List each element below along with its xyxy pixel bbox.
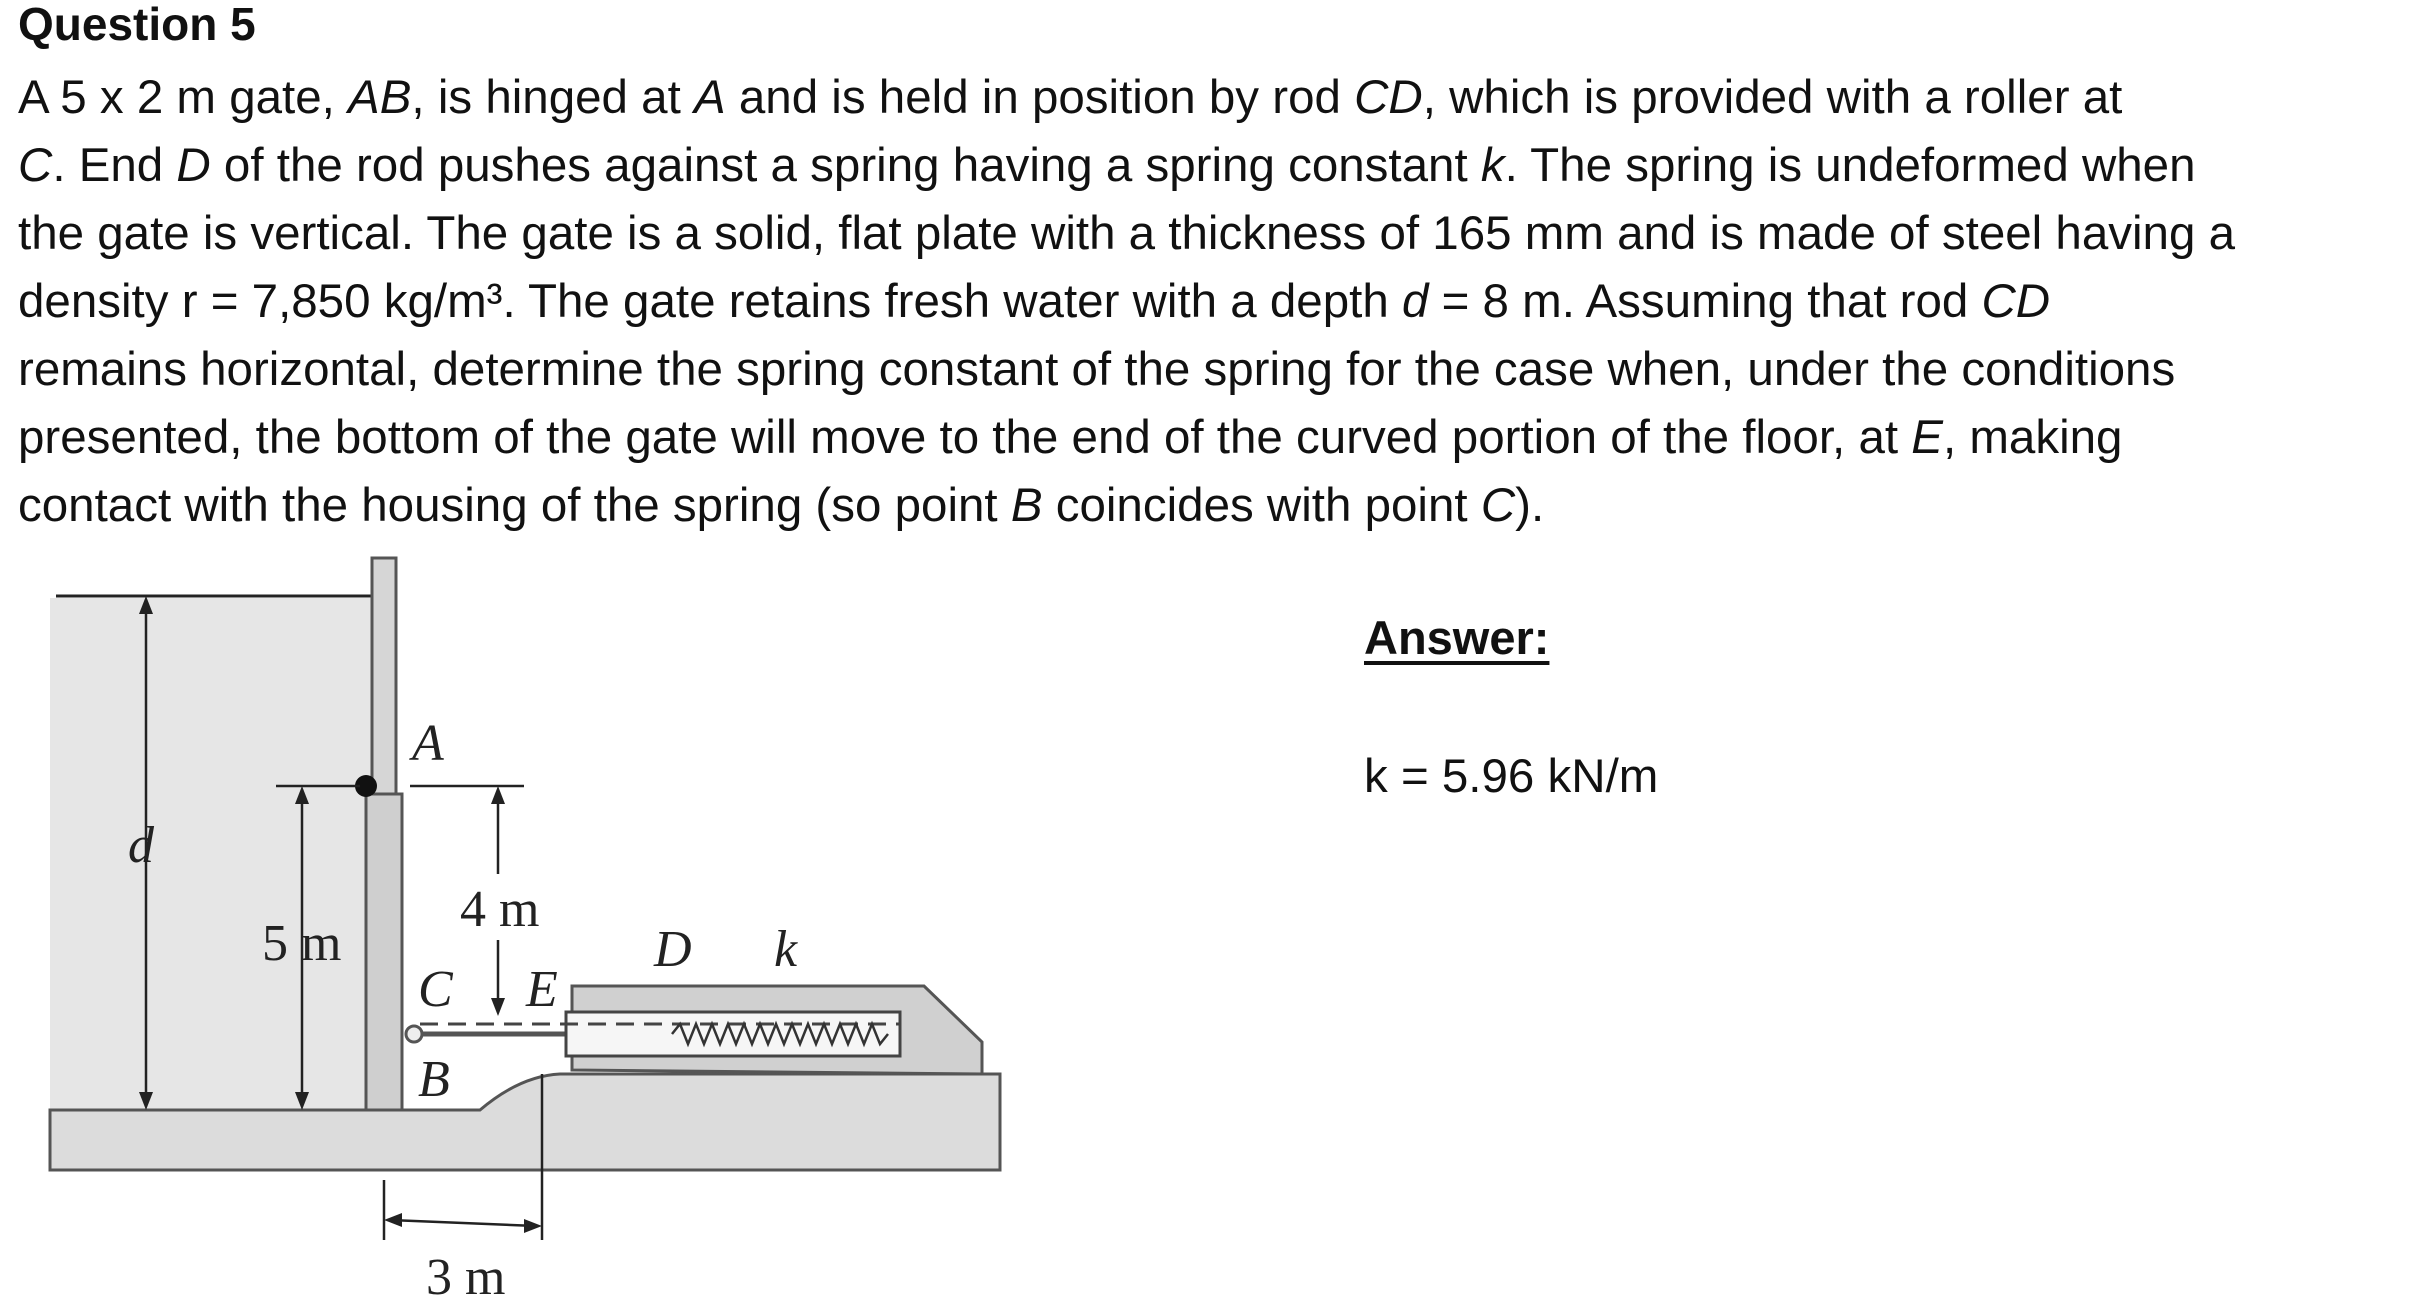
- question-text-run: density r = 7,850 kg/m³. The gate retains fresh water with a depth: [18, 275, 1402, 328]
- question-line: [18, 336, 2410, 404]
- question-italic-run: B: [1010, 479, 1043, 532]
- label-e: E: [526, 961, 558, 1018]
- label-k: k: [774, 921, 798, 978]
- wall: [372, 558, 396, 794]
- question-line: [18, 64, 2410, 132]
- question-line: [18, 472, 2410, 540]
- question-line: [18, 200, 2410, 268]
- question-text-run: ).: [1515, 479, 1545, 532]
- answer-value: k = 5.96 kN/m: [1364, 750, 1659, 803]
- question-italic-run: k: [1480, 139, 1505, 192]
- question-italic-run: d: [1401, 275, 1429, 328]
- question-italic-run: D: [176, 139, 211, 192]
- dim-4m-arrow-top: [491, 786, 505, 804]
- gate-diagram: [0, 550, 1010, 1300]
- question-text-run: . The spring is undeformed when: [1504, 139, 2196, 192]
- dim-4m-arrow-bottom: [491, 998, 505, 1016]
- question-text-run: the gate is vertical. The gate is a solid, flat plate with a thickness of 165 mm and is made of steel having a: [18, 207, 2235, 260]
- question-text-run: coincides with point: [1042, 479, 1481, 532]
- answer-heading: Answer:: [1364, 611, 1550, 664]
- label-d-rod: D: [654, 921, 692, 978]
- question-line: [18, 132, 2410, 200]
- question-text-run: and is held in position by rod: [725, 71, 1355, 124]
- question-text: [18, 64, 2410, 540]
- label-d: d: [128, 817, 154, 874]
- question-text-run: A 5 x 2 m gate,: [18, 71, 349, 124]
- label-3m: 3 m: [426, 1249, 506, 1300]
- question-italic-run: A: [693, 71, 726, 124]
- question-italic-run: E: [1911, 411, 1943, 464]
- water-region: [50, 598, 372, 1158]
- question-text-run: , making: [1942, 411, 2123, 464]
- label-4m: 4 m: [460, 881, 540, 938]
- question-text-run: . End: [52, 139, 177, 192]
- label-5m: 5 m: [262, 915, 342, 972]
- label-b: B: [418, 1051, 450, 1108]
- question-title: Question 5: [18, 0, 256, 50]
- question-italic-run: CD: [1354, 71, 1423, 124]
- dim-3m-arrow-left: [384, 1213, 402, 1227]
- label-a: A: [412, 715, 444, 772]
- question-text-run: , which is provided with a roller at: [1422, 71, 2123, 124]
- question-text-run: of the rod pushes against a spring having a spring constant: [210, 139, 1481, 192]
- question-text-run: , is hinged at: [411, 71, 694, 124]
- question-line: [18, 404, 2410, 472]
- roller-c: [406, 1026, 422, 1042]
- question-text-run: presented, the bottom of the gate will move to the end of the curved portion of the floor, at: [18, 411, 1912, 464]
- dim-3m-line: [390, 1220, 536, 1226]
- question-text-run: = 8 m. Assuming that rod: [1428, 275, 1982, 328]
- gate-ab: [366, 794, 402, 1110]
- dim-3m-arrow-right: [524, 1219, 542, 1233]
- question-text-run: remains horizontal, determine the spring constant of the spring for the case when, under the conditions: [18, 343, 2176, 396]
- question-text-run: contact with the housing of the spring (so point: [18, 479, 1011, 532]
- question-italic-run: CD: [1981, 275, 2051, 328]
- question-italic-run: AB: [348, 71, 412, 124]
- question-italic-run: C: [18, 139, 53, 192]
- label-c: C: [418, 961, 453, 1018]
- question-italic-run: C: [1480, 479, 1516, 532]
- question-line: [18, 268, 2410, 336]
